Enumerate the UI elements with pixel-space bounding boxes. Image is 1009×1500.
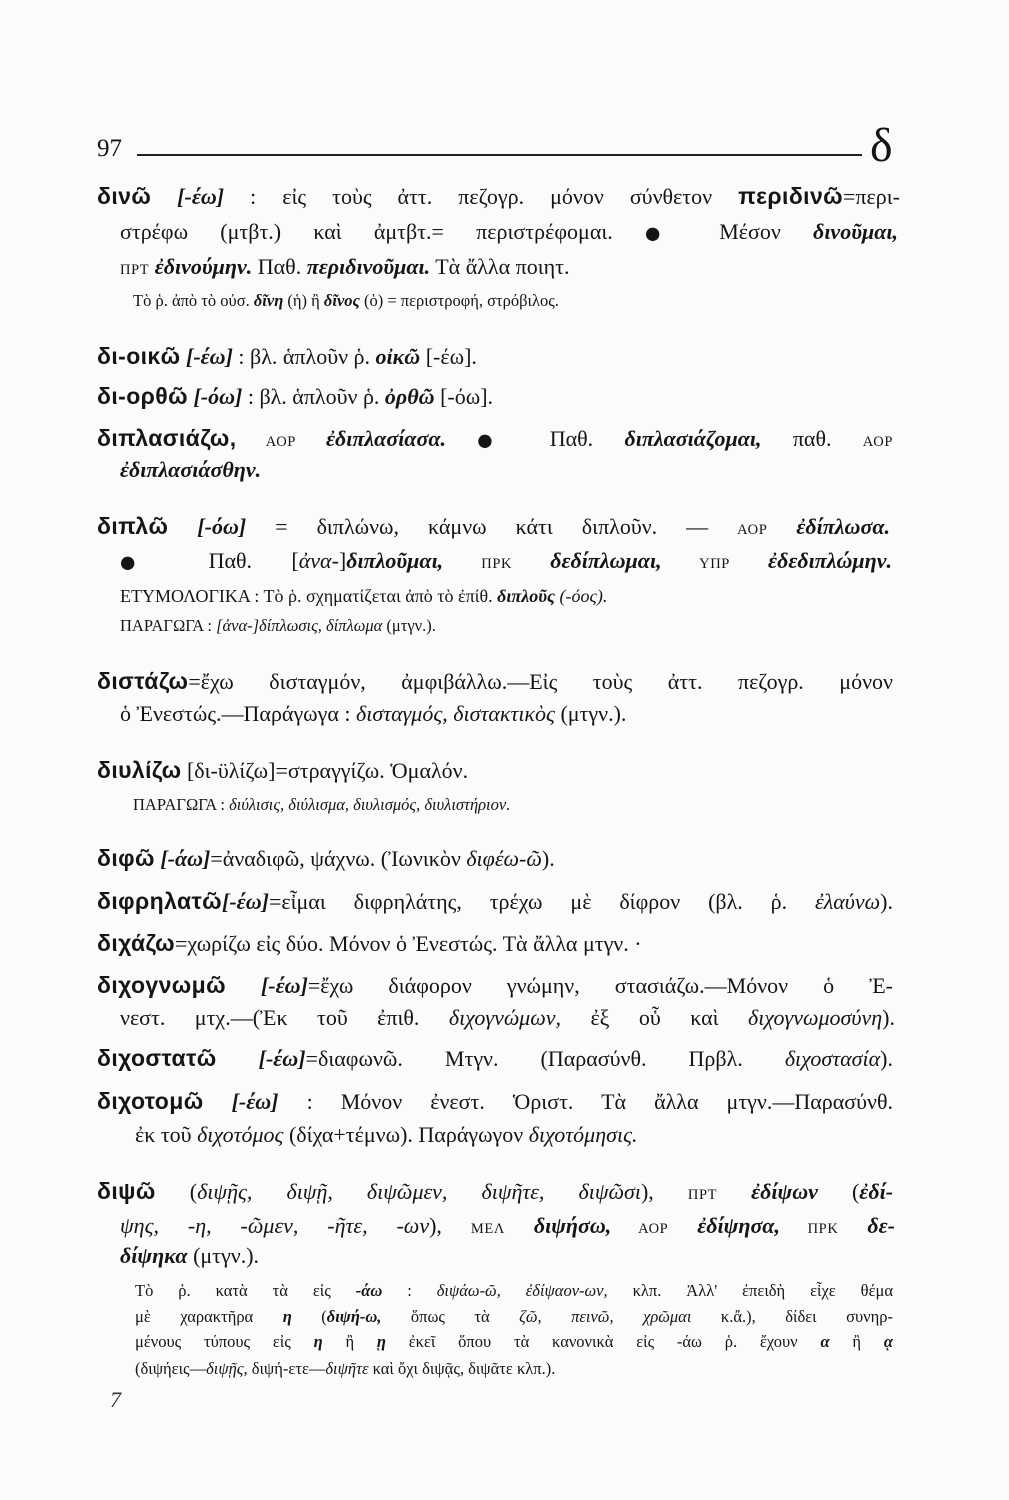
definition-text: ), [640,1179,688,1204]
inflected-form: δε- [838,1213,895,1238]
definition-text: ( [817,1179,860,1204]
tense-abbreviation: ΑΟΡ [236,434,326,450]
cited-form: διψῇς, διψῇ, διψῶμεν, διψῆτε, διψῶσι [197,1179,641,1204]
definition-text: ΕΤΥΜΟΛΟΓΙΚΑ : Τὸ ῥ. σχηματίζεται ἀπὸ τὸ ἐπίθ. [120,586,498,606]
definition-text: νεστ. μτχ.—(Ἐκ τοῦ ἐπιθ. [120,1005,449,1030]
cited-form: -άω [355,1281,383,1300]
inflected-form: ἐδινούμην. [149,254,253,279]
definition-text: ἐκ τοῦ [135,1122,198,1147]
entry-line [97,423,893,457]
definition-text: : [382,1281,437,1300]
entry-line [97,843,555,874]
entry-line [120,1211,895,1244]
cited-form: η [282,1307,292,1326]
inflected-form: [-άω] [154,846,211,871]
definition-text: (μτγν.). [554,701,627,726]
entry-line [120,455,261,485]
cited-form: δῖνος [323,291,360,310]
cited-form: δισταγμός, διστακτικὸς [356,701,555,726]
grammar-note [135,1357,555,1381]
cited-form: ψης, -η, -ῶμεν, -ῆτε, -ων [120,1213,430,1238]
inflected-form: ἐδιπλασίασα. [325,426,478,451]
entry-line [120,1241,259,1271]
definition-text: =ἔχω διάφορον γνώμην, στασιάζω.—Μόνον ὁ Ἐ- [307,973,893,998]
entry-line [97,381,493,412]
voice-bullet: ● [120,553,170,573]
inflected-form: [-έω] [180,344,233,369]
definition-text: Τὰ ἄλλα ποιητ. [430,254,570,279]
inflected-form: περιδινοῦμαι. [306,254,431,279]
inflected-form: ἐδιπλασιάσθην. [120,457,262,482]
definition-text: = διπλώνω, κάμνω κάτι διπλοῦν. — [246,514,738,539]
definition-text: (διψήεις— [135,1359,207,1378]
cited-form: ἐλαύνω [815,889,881,914]
inflected-form: ἐδίπλωσα. [767,514,890,539]
entry-line [97,1176,893,1210]
inflected-form: [-έω] [222,889,269,914]
cited-form: δῖνη [253,291,284,310]
definition-text: [-όω]. [434,384,494,409]
headword: διχογνωμῶ [97,972,226,998]
entry-line [97,1043,893,1074]
definition-text: =ἀναδιφῶ, ψάχνω. (Ἰωνικὸν [210,846,467,871]
definition-text: καὶ ὄχι διψᾷς, διψᾶτε κλπ.). [368,1359,556,1378]
definition-text: : Μόνον ἐνεστ. Ὁριστ. Τὰ ἄλλα μτγν.—Παρασύνθ. [278,1089,893,1114]
definition-text: κ.ἄ.), δίδει συνηρ- [691,1307,893,1326]
cited-form: [ἀνα-]δίπλωσις, δίπλωμα [216,616,383,635]
definition-text: παθ. [761,426,863,451]
entry-line [97,181,900,212]
inflected-form: δεδίπλωμαι, [550,548,662,573]
inflected-form: [-όω] [187,384,243,409]
headword: δι-ορθῶ [97,383,188,409]
inflected-form: δινοῦμαι, [813,219,898,244]
entry-line [97,666,893,697]
page-number: 97 [97,135,122,162]
cited-form: διχοστασία [784,1046,881,1071]
etymology-note [120,583,607,609]
inflected-form: ἐδίψων [717,1179,818,1204]
voice-bullet: ● [477,431,519,451]
entry-line [97,511,890,545]
cited-form: διχοτόμησις. [528,1122,638,1147]
headword: διπλασιάζω, [97,425,237,451]
definition-text: : βλ. ἁπλοῦν ῥ. [242,384,385,409]
headword: διυλίζω [97,757,182,783]
inflected-form: [-έω] [225,973,308,998]
inflected-form: διπλοῦμαι, [346,548,444,573]
headword: διχάζω [97,930,176,956]
header-rule [137,154,862,156]
definition-text: (δίχα+τέμνω). Παράγωγον [283,1122,529,1147]
cited-form: ζῶ, πεινῶ, χρῶμαι [519,1307,692,1326]
tense-abbreviation: ΠΡΚ [443,556,551,572]
definition-text: ΠΑΡΑΓΩΓΑ : [133,795,230,814]
inflected-form: ἐδί- [859,1179,894,1204]
cited-form: διψῇς, [206,1359,248,1378]
entry-line [97,928,642,959]
cited-form: διύλισις, διύλισμα, διυλισμός, διυλιστήριον. [229,795,511,814]
definition-text: (μτγν.). [382,616,436,635]
definition-text: Μέσον [687,219,814,244]
entry-line [97,1086,893,1117]
grammar-note [135,1305,893,1329]
definition-text: ἢ [829,1332,884,1351]
inflected-form: δίψηκα [120,1243,188,1268]
headword: διφρηλατῶ [97,888,223,914]
definition-text: ὅπως τὰ [381,1307,520,1326]
definition-text: στρέφω (μτβτ.) καὶ ἀμτβτ.= περιστρέφομαι. [120,219,645,244]
definition-text: [-έω]. [420,344,477,369]
headword: διχοστατῶ [97,1045,217,1071]
definition-text: =χωρίζω εἰς δύο. Μόνον ὁ Ἐνεστώς. Τὰ ἄλλα μτγν. · [175,931,642,956]
entry-line [120,699,626,729]
definition-text: =ἔχω δισταγμόν, ἀμφιβάλλω.—Εἰς τοὺς ἀττ. πεζογρ. μόνον [188,669,893,694]
cited-form: (-όος). [555,586,608,606]
inflected-form: ἐδεδιπλώμην. [768,548,893,573]
headword: διφῶ [97,845,155,871]
definition-text: (ἡ) ἢ [283,291,324,310]
section-letter: δ [870,119,893,172]
cited-form: διχογνωμοσύνη [747,1005,883,1030]
definition-text: ( [291,1307,327,1326]
definition-text: (μτγν.). [187,1243,260,1268]
compound-headword: περιδινῶ [738,183,843,209]
definition-text: Παθ. [518,426,625,451]
definition-text: : βλ. ἁπλοῦν ῥ. [232,344,376,369]
headword: διπλῶ [97,513,169,539]
definition-text: [δι-ϋλίζω]=στραγγίζω. Ὁμαλόν. [181,758,469,783]
definition-text: ὁ Ἐνεστώς.—Παράγωγα : [120,701,357,726]
headword: δι-οικῶ [97,343,181,369]
definition-text: ), [429,1213,471,1238]
tense-abbreviation: ΥΠΡ [661,556,769,572]
definition-text: =περι- [843,184,900,209]
cited-form: διφέω-ῶ [466,846,542,871]
definition-text: ). [882,1005,895,1030]
entry-line [120,217,898,249]
definition-text: Τὸ ῥ. ἀπὸ τὸ οὐσ. [133,291,254,310]
cited-form: ᾳ [883,1332,893,1351]
cited-form: ὀρθῶ [384,384,435,409]
definition-text: μὲ χαρακτῆρα [135,1307,283,1326]
derivatives-note [133,793,510,817]
headword: διχοτομῶ [97,1088,204,1114]
tense-abbreviation: ΠΡΤ [687,1187,718,1203]
entry-line [97,886,893,917]
signature-mark: 7 [110,1387,121,1412]
entry-line [135,1120,638,1150]
cited-form: διψῆτε [325,1359,369,1378]
tense-abbreviation: ΜΕΛ [470,1221,505,1237]
definition-text: =διαφωνῶ. Μτγν. (Παρασύνθ. Πρβλ. [305,1046,785,1071]
tense-abbreviation: ΑΟΡ [737,522,768,538]
headword: διστάζω [97,668,189,694]
inflected-form: [-όω] [168,514,247,539]
inflected-form: [-έω] [203,1089,279,1114]
cited-form: διψάω-ῶ, ἐδίψαον-ων, [436,1281,608,1300]
definition-text: ἐξ οὗ καὶ [561,1005,748,1030]
inflected-form: διψήσω, [504,1213,612,1238]
tense-abbreviation: ΑΟΡ [611,1221,669,1237]
definition-text: : εἰς τοὺς ἀττ. πεζογρ. μόνον σύνθετον [224,184,739,209]
grammar-note [135,1279,893,1303]
cited-form: οἰκῶ [375,344,421,369]
grammar-note [135,1330,893,1354]
definition-text: μένους τύπους εἰς [135,1332,314,1351]
entry-line [120,252,569,285]
inflected-form: [-έω] [151,184,225,209]
definition-text: ἐκεῖ ὅπου τὰ κανονικὰ εἰς -άω ῥ. ἔχουν [385,1332,821,1351]
cited-form: α [820,1332,830,1351]
derivatives-note [120,614,436,638]
definition-text: Τὸ ῥ. κατὰ τὰ εἰς [135,1281,356,1300]
tense-abbreviation: ΠΡΤ [120,262,150,278]
headword: δινῶ [97,183,152,209]
cited-form: διψή-ω, [326,1307,382,1326]
tense-abbreviation: ΠΡΚ [779,1221,839,1237]
inflected-form: διπλασιάζομαι, [624,426,762,451]
inflected-form: ἐδίψησα, [668,1213,780,1238]
cited-form: η [313,1332,323,1351]
definition-text: ] [338,548,347,573]
voice-bullet: ● [644,224,688,244]
cited-form: διπλοῦς [497,586,556,606]
definition-text: ΠΑΡΑΓΩΓΑ : [120,616,217,635]
tense-abbreviation: ΑΟΡ [862,434,894,450]
definition-text: ). [541,846,555,871]
definition-text: (ὁ) = περιστροφή, στρόβιλος. [359,291,559,310]
cited-form: διχοτόμος [197,1122,284,1147]
entry-line [120,1003,895,1033]
etymology-note [133,289,559,313]
cited-form: διχογνώμων, [448,1005,562,1030]
definition-text: ἢ [322,1332,377,1351]
cited-form: ἀνα- [298,548,339,573]
headword: διψῶ [97,1178,156,1204]
cited-form: ῃ [376,1332,386,1351]
definition-text: Παθ. [ [169,548,299,573]
entry-line [97,755,468,786]
definition-text: ( [155,1179,198,1204]
entry-line [97,970,893,1001]
definition-text: =εἶμαι διφρηλάτης, τρέχω μὲ δίφρον (βλ. ῥ. [268,889,816,914]
inflected-form: [-έω] [216,1046,306,1071]
definition-text: διψή-ετε— [247,1359,326,1378]
entry-line [97,341,477,372]
definition-text: ). [880,1046,893,1071]
definition-text: ). [880,889,893,914]
entry-line [120,546,892,579]
definition-text: κλπ. Ἀλλ' ἐπειδὴ εἶχε θέμα [607,1281,893,1300]
definition-text: Παθ. [252,254,307,279]
